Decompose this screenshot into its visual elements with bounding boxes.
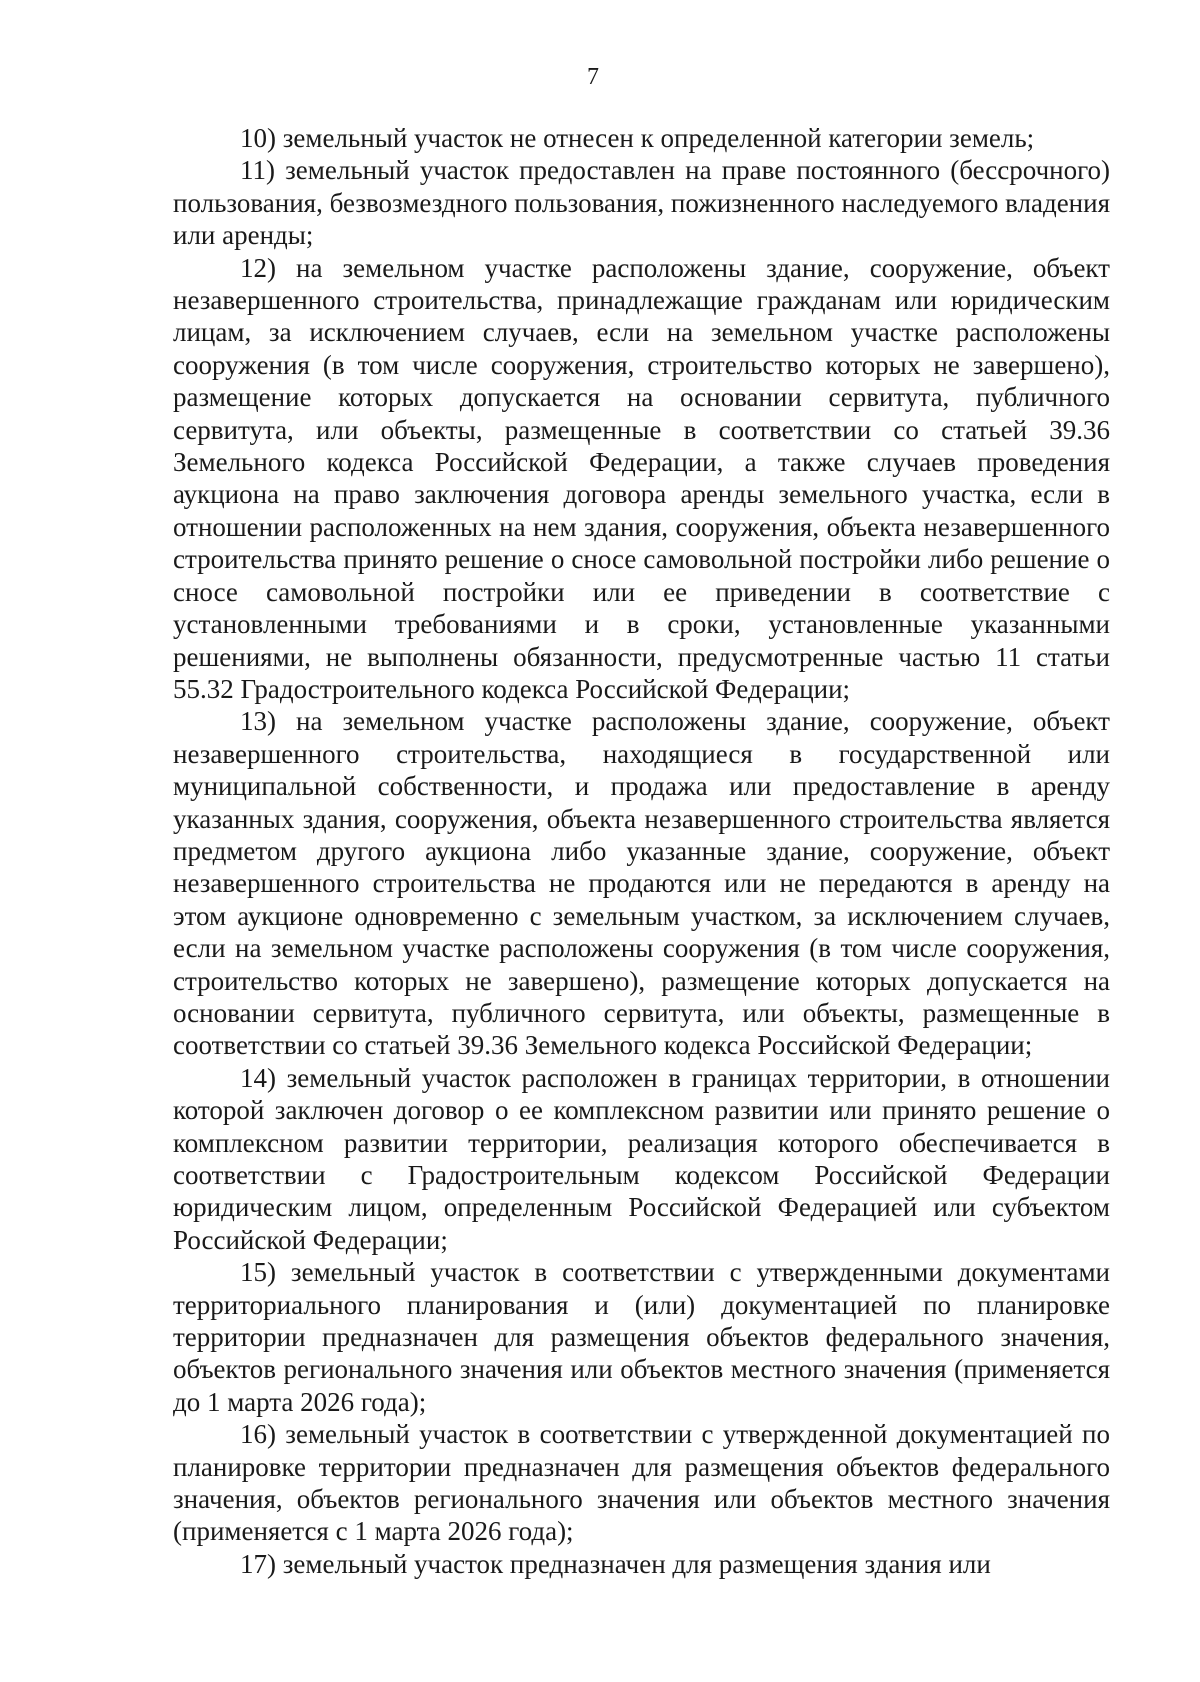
paragraph-item-10: 10) земельный участок не отнесен к определенной категории земель; bbox=[240, 123, 1035, 153]
paragraph-item-11: 11) земельный участок предоставлен на праве постоянного (бессрочного) пользования, безвозмездного пользования, пожизненного наследуемого владения или аренды; bbox=[173, 155, 1110, 251]
paragraph-item-12: 12) на земельном участке расположены здание, сооружение, объект незавершенного строительства, принадлежащие гражданам или юридическим лицам, за исключением случаев, если на земельном участке расположены сооружения (в том числе сооружения, строительство которых не завершено), размещение которых допускается на основании сервитута, публичного сервитута, или объекты, размещенные в соответствии со статьей 39.36 Земельного кодекса Российской Федерации, а также случаев проведения аукциона на право заключения договора аренды земельного участка, если в отношении расположенных на нем здания, сооружения, объекта незавершенного строительства принято решение о сносе самовольной постройки либо решение о сносе самовольной постройки или ее приведении в соответствие с установленными требованиями и в сроки, установленные указанными решениями, не выполнены обязанности, предусмотренные частью 11 статьи 55.32 Градостроительного кодекса Российской Федерации; bbox=[173, 252, 1110, 704]
paragraph-item-15: 15) земельный участок в соответствии с утвержденными документами территориального планирования и (или) документацией по планировке территории предназначен для размещения объектов федерального значения, объектов регионального значения или объектов местного значения (применяется до 1 марта 2026 года); bbox=[173, 1257, 1110, 1417]
paragraph-item-16: 16) земельный участок в соответствии с утвержденной документацией по планировке территории предназначен для размещения объектов федерального значения, объектов регионального значения или объектов местного значения (применяется с 1 марта 2026 года); bbox=[173, 1419, 1110, 1547]
paragraph-item-14: 14) земельный участок расположен в границах территории, в отношении которой заключен договор о ее комплексном развитии или принято решение о комплексном развитии территории, реализация которого обеспечивается в соответствии с Градостроительным кодексом Российской Федерации юридическим лицом, определенным Российской Федерацией или субъектом Российской Федерации; bbox=[173, 1062, 1110, 1255]
paragraph-item-13: 13) на земельном участке расположены здание, сооружение, объект незавершенного строительства, находящиеся в государственной или муниципальной собственности, и продажа или предоставление в аренду указанных здания, сооружения, объекта незавершенного строительства является предметом другого аукциона либо указанные здание, сооружение, объект незавершенного строительства не продаются или не передаются в аренду на этом аукционе одновременно с земельным участком, за исключением случаев, если на земельном участке расположены сооружения (в том числе сооружения, строительство которых не завершено), размещение которых допускается на основании сервитута, публичного сервитута, или объекты, размещенные в соответствии со статьей 39.36 Земельного кодекса Российской Федерации; bbox=[173, 706, 1110, 1061]
paragraph-item-17: 17) земельный участок предназначен для размещения здания или bbox=[240, 1548, 991, 1579]
page-number: 7 bbox=[587, 64, 599, 90]
document-body bbox=[173, 122, 1110, 1580]
